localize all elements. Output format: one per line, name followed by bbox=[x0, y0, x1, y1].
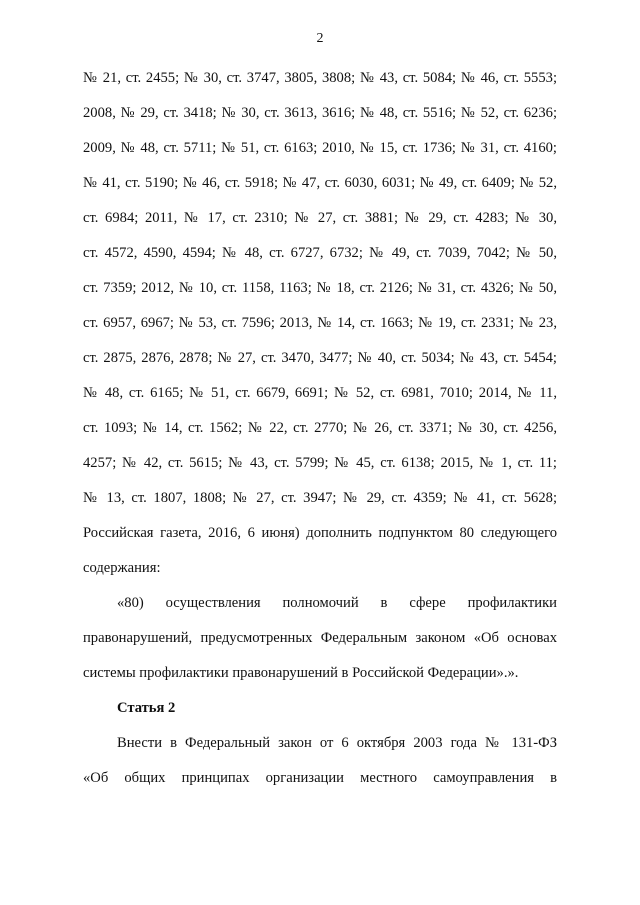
text-line: содержания: bbox=[83, 560, 161, 576]
text-line: Российская газета, 2016, 6 июня) дополнить подпунктом 80 следующего bbox=[83, 525, 557, 541]
text-line: ст. 1093; № 14, ст. 1562; № 22, ст. 2770; № 26, ст. 3371; № 30, ст. 4256, bbox=[83, 420, 557, 436]
text-line: ст. 2875, 2876, 2878; № 27, ст. 3470, 3477; № 40, ст. 5034; № 43, ст. 5454; bbox=[83, 350, 557, 366]
article-line: Внести в Федеральный закон от 6 октября 2003 года № 131-ФЗ bbox=[117, 735, 557, 751]
amendment-line: правонарушений, предусмотренных Федеральным законом «Об основах bbox=[83, 630, 557, 646]
text-line: № 13, ст. 1807, 1808; № 27, ст. 3947; № 29, ст. 4359; № 41, ст. 5628; bbox=[83, 490, 557, 506]
article-heading: Статья 2 bbox=[117, 700, 176, 716]
text-line: № 21, ст. 2455; № 30, ст. 3747, 3805, 3808; № 43, ст. 5084; № 46, ст. 5553; bbox=[83, 70, 557, 86]
page-number: 2 bbox=[316, 31, 324, 46]
text-line: № 48, ст. 6165; № 51, ст. 6679, 6691; № 52, ст. 6981, 7010; 2014, № 11, bbox=[83, 385, 557, 401]
article-line: «Об общих принципах организации местного самоуправления в bbox=[83, 770, 557, 786]
text-line: 2009, № 48, ст. 5711; № 51, ст. 6163; 2010, № 15, ст. 1736; № 31, ст. 4160; bbox=[83, 140, 557, 156]
text-line: 4257; № 42, ст. 5615; № 43, ст. 5799; № 45, ст. 6138; 2015, № 1, ст. 11; bbox=[83, 455, 557, 471]
amendment-line: «80) осуществления полномочий в сфере профилактики bbox=[117, 595, 557, 611]
text-line: ст. 4572, 4590, 4594; № 48, ст. 6727, 6732; № 49, ст. 7039, 7042; № 50, bbox=[83, 245, 557, 261]
text-line: ст. 6984; 2011, № 17, ст. 2310; № 27, ст. 3881; № 29, ст. 4283; № 30, bbox=[83, 210, 557, 226]
text-line: ст. 6957, 6967; № 53, ст. 7596; 2013, № 14, ст. 1663; № 19, ст. 2331; № 23, bbox=[83, 315, 557, 331]
text-line: 2008, № 29, ст. 3418; № 30, ст. 3613, 3616; № 48, ст. 5516; № 52, ст. 6236; bbox=[83, 105, 557, 121]
text-line: ст. 7359; 2012, № 10, ст. 1158, 1163; № 18, ст. 2126; № 31, ст. 4326; № 50, bbox=[83, 280, 557, 296]
text-line: № 41, ст. 5190; № 46, ст. 5918; № 47, ст. 6030, 6031; № 49, ст. 6409; № 52, bbox=[83, 175, 557, 191]
amendment-line: системы профилактики правонарушений в Российской Федерации».». bbox=[83, 665, 519, 681]
